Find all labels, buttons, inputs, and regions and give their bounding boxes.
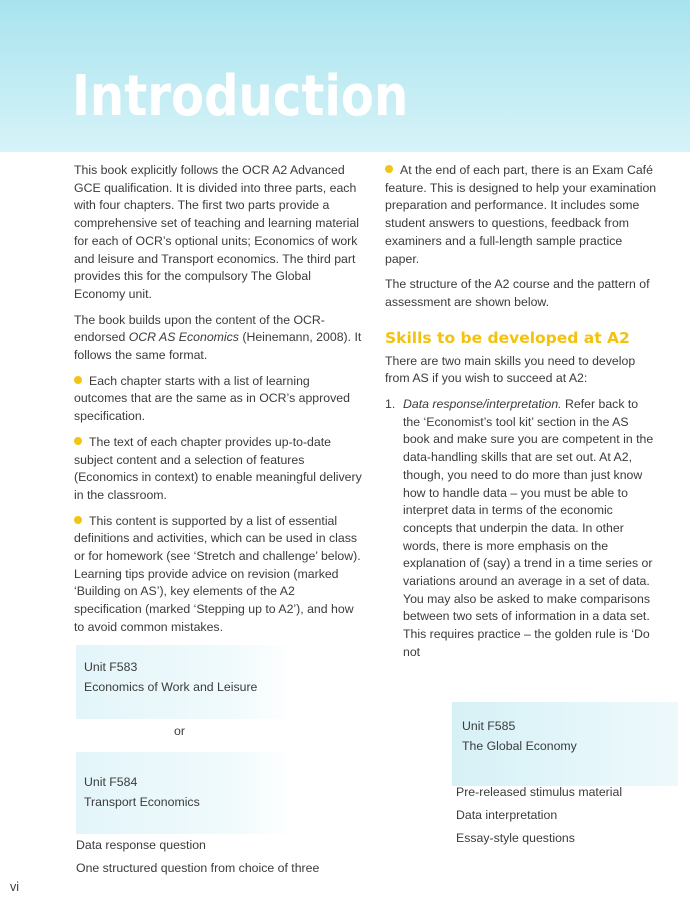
- unit-name: Economics of Work and Leisure: [84, 680, 258, 694]
- structure-paragraph: The structure of the A2 course and the pattern of assessment are shown below.: [385, 277, 650, 309]
- intro-paragraph: This book explicitly follows the OCR A2 Advanced GCE qualification. It is divided into three parts, each with four chapters. The first two parts provide a comprehensive set of teaching and learning material for each of OCR’s optional units; Economics of work and leisure and Transport economics. The third part provides this for the compulsory The Global Economy unit.: [74, 163, 360, 301]
- unit-code: Unit F585: [462, 719, 516, 733]
- bullet-item: The text of each chapter provides up-to-date subject content and a selection of features (Economics in context) to enable meaningful delivery in the classroom.: [74, 434, 362, 502]
- bullet-item: At the end of each part, there is an Exam Café feature. This is designed to help your examination preparation and performance. It includes some student answers to questions, feedback from examiners and a full-length sample practice paper.: [385, 163, 657, 266]
- left-column: [74, 162, 362, 645]
- right-column: [385, 162, 657, 662]
- builds-paragraph: The book builds upon the content of the OCR-endorsed OCR AS Economics (Heinemann, 2008). It follows the same format.: [74, 312, 362, 363]
- section-heading: Skills to be developed at A2: [385, 328, 630, 347]
- book-title: OCR AS Economics: [128, 330, 239, 345]
- list-item: 1. Data response/interpretation. Refer back to the ‘Economist’s tool kit’ section in the AS book and make sure you are competent in the data-handling skills that are set out. At A2, though, you need to do more than just know how to handle data – you must be able to interpret data in terms of the economic concepts that underpin the data. In other words, there is more emphasis on the explanation of (say) a trend in a time series or variations around an average in a set of data. You may also be asked to make comparisons between two sets of information in a data set. This requires practice – the golden rule is ‘Do not: [385, 397, 654, 659]
- assessment-label: Data response question: [76, 838, 206, 852]
- bullet-item: This content is supported by a list of essential definitions and activities, which can be used in class or for homework (see ‘Stretch and challenge’ below). Learning tips provide advice on revision (marked ‘Building on AS’), key elements of the A2 specification (marked ‘Stepping up to A2’), and how to avoid common mistakes.: [74, 513, 361, 634]
- skills-paragraph: There are two main skills you need to develop from AS if you wish to succeed at A2:: [385, 353, 636, 386]
- unit-name: Transport Economics: [84, 795, 200, 809]
- unit-f583-box: [76, 645, 294, 719]
- page-number: vi: [10, 880, 20, 894]
- or-label: or: [174, 724, 185, 738]
- assessment-label: One structured question from choice of three: [76, 861, 320, 875]
- bullet-dot-icon: [74, 376, 82, 384]
- assessment-label: Pre-released stimulus material: [456, 785, 623, 799]
- unit-name: The Global Economy: [462, 739, 577, 753]
- bullet-item: Each chapter starts with a list of learning outcomes that are the same as in OCR’s approved specification.: [74, 373, 350, 424]
- list-number: 1.: [385, 397, 396, 412]
- unit-f585-box: [452, 702, 678, 786]
- page-title: Introduction: [72, 64, 409, 129]
- assessment-label: Essay-style questions: [456, 831, 575, 845]
- bullet-dot-icon: [74, 437, 82, 445]
- bullet-dot-icon: [74, 516, 82, 524]
- unit-f584-box: [76, 752, 294, 834]
- assessment-label: Data interpretation: [456, 808, 558, 822]
- unit-code: Unit F583: [84, 660, 138, 674]
- skills-list: [385, 396, 657, 662]
- unit-code: Unit F584: [84, 775, 138, 789]
- bullet-dot-icon: [385, 165, 393, 173]
